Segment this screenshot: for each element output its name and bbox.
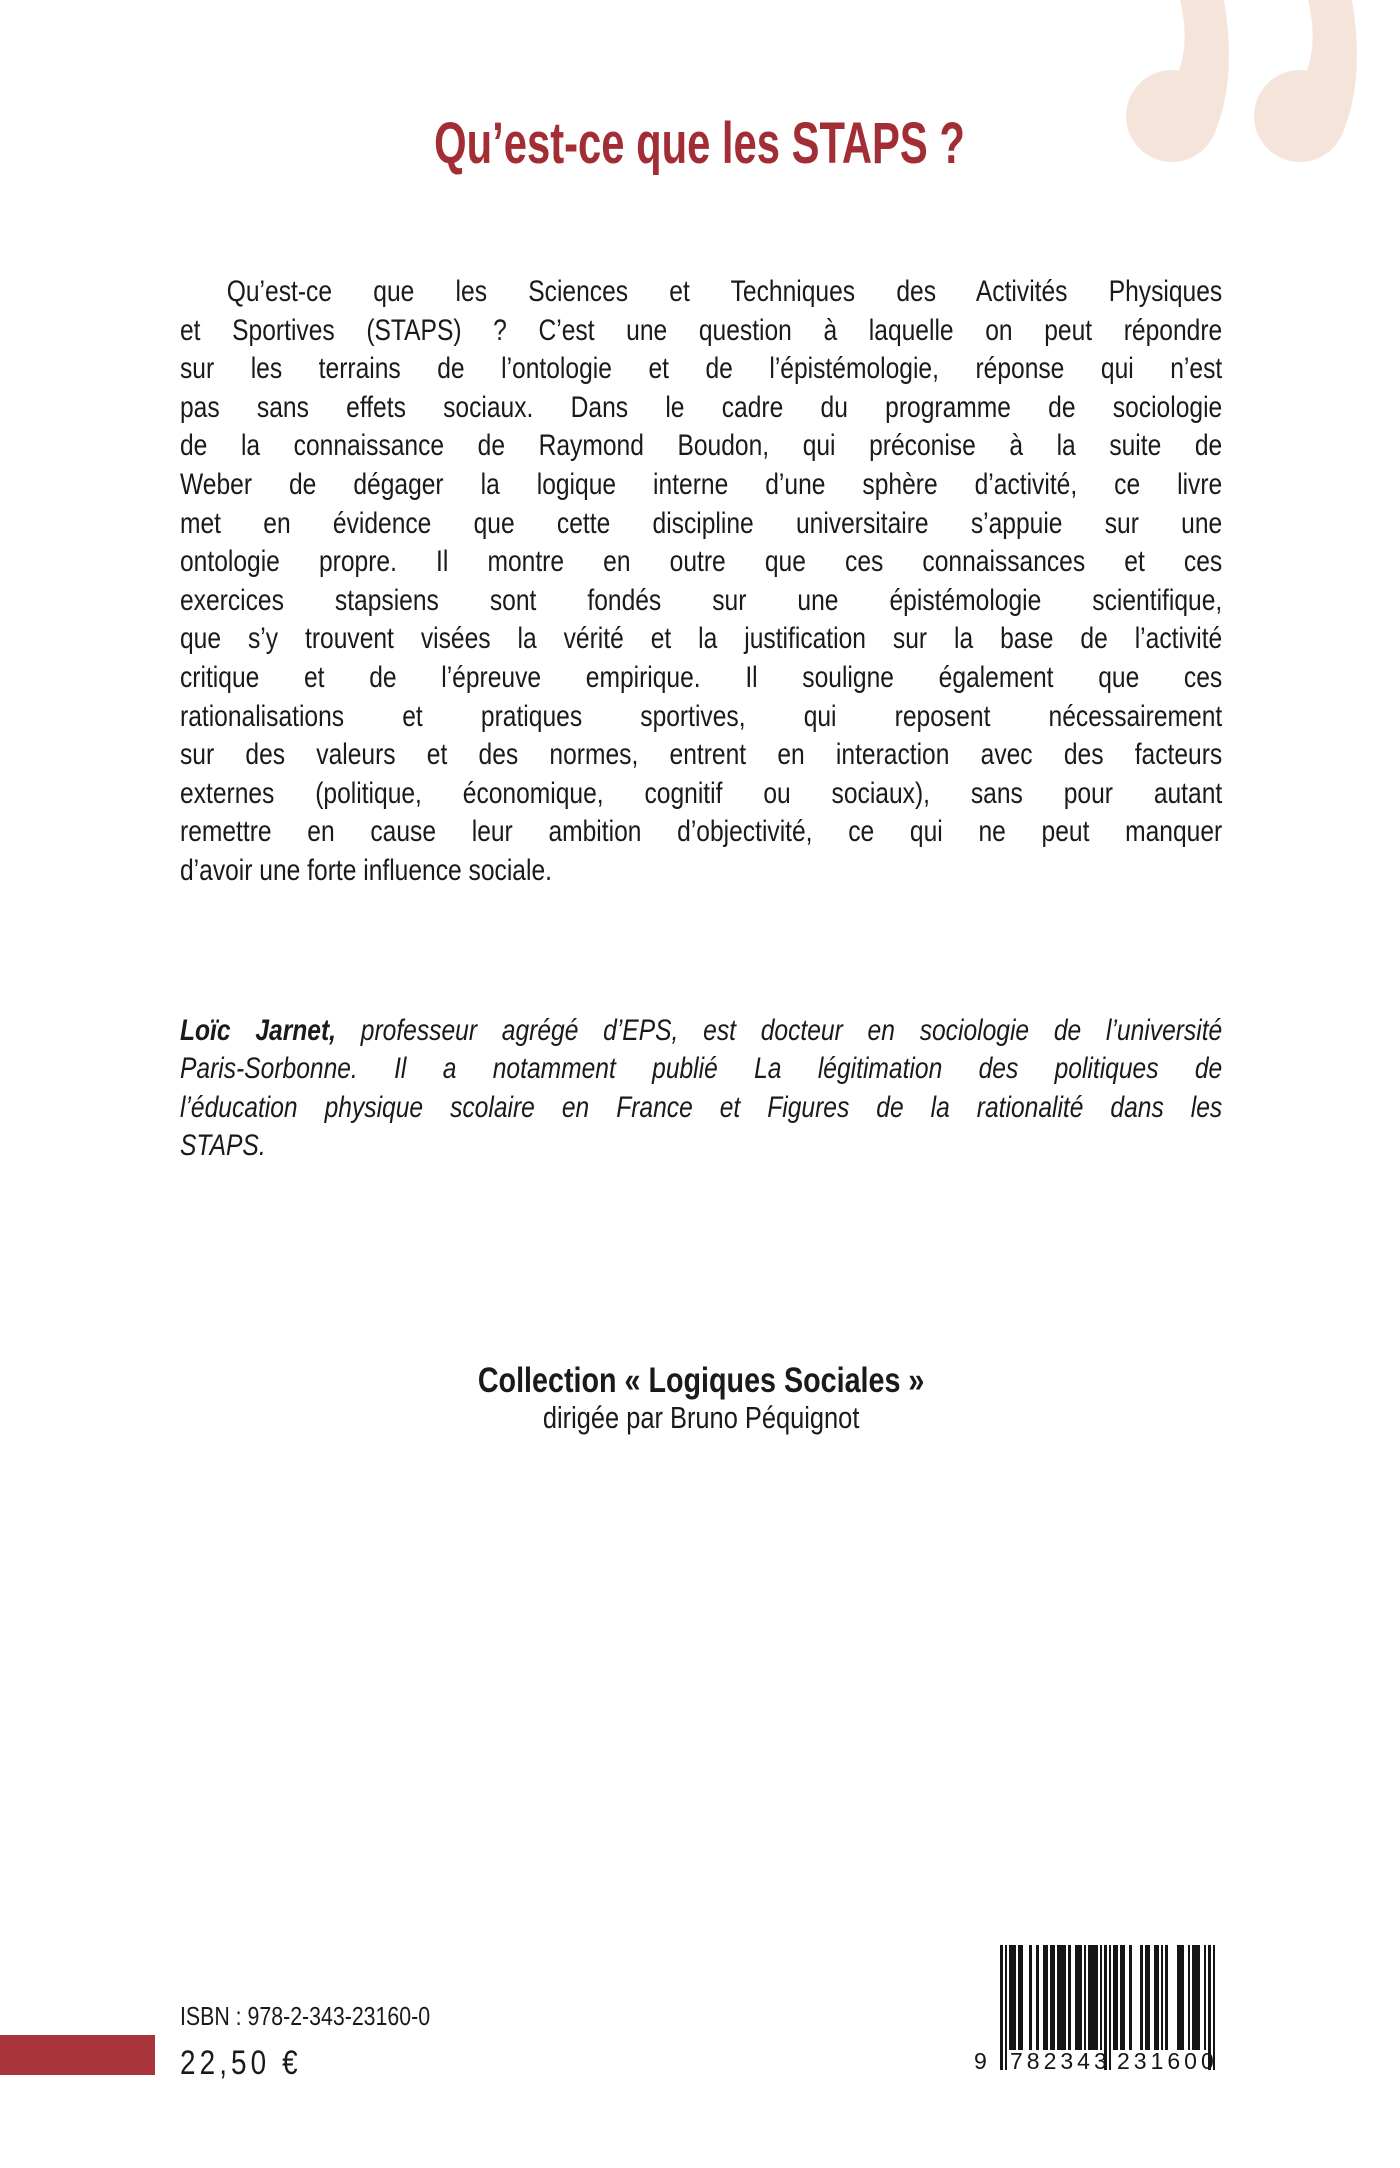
barcode-bar [1161, 1945, 1164, 2050]
barcode-bar [1129, 1945, 1132, 2050]
text-line: d’avoir une forte influence sociale. [180, 853, 552, 887]
text-line: ontologie propre. Il montre en outre que ces connaissances et ces [180, 545, 1223, 579]
text-line: critique et de l’épreuve empirique. Il souligne également que ces [180, 660, 1223, 694]
barcode-bar [1005, 1945, 1008, 2070]
barcode [974, 1945, 1218, 2074]
barcode-bar [1068, 1945, 1071, 2050]
barcode-bar [1088, 1945, 1097, 2050]
barcode-bar [1050, 1945, 1055, 2050]
accent-bar [0, 2035, 155, 2075]
barcode-bar [1165, 1945, 1168, 2050]
barcode-bar [1009, 1945, 1016, 2050]
text-line: que s’y trouvent visées la vérité et la justification sur la base de l’activité [180, 622, 1223, 656]
text-line: externes (politique, économique, cognitif ou sociaux), sans pour autant [180, 776, 1223, 810]
text-line: sur les terrains de l’ontologie et de l’épistémologie, réponse qui n’est [180, 352, 1223, 386]
barcode-bar [1000, 1945, 1003, 2070]
page-title-text: Qu’est-ce que les STAPS ? [434, 111, 966, 176]
barcode-bar [1100, 1945, 1103, 2050]
bio-line [180, 1012, 1222, 1050]
barcode-bar [1120, 1945, 1125, 2050]
text-line: Qu’est-ce que les Sciences et Techniques des Activités Physiques [226, 275, 1223, 308]
synopsis [180, 273, 1222, 891]
text-line: exercices stapsiens sont fondés sur une épistémologie scientifique, [180, 583, 1223, 617]
author-name: Loïc Jarnet, [180, 1014, 337, 1047]
text-line: rationalisations et pratiques sportives, qui reposent nécessairement [180, 699, 1223, 733]
bio-text: professeur agrégé d’EPS, est docteur en sociologie de l’université [336, 1014, 1223, 1047]
bio-lines [180, 1050, 1222, 1165]
barcode-bar [1154, 1945, 1159, 2050]
barcode-bar [1036, 1945, 1039, 2050]
barcode-bar [1018, 1945, 1023, 2050]
barcode-digits-group2: 231600 [1117, 2048, 1218, 2074]
text-line: et Sportives (STAPS) ? C’est une question à laquelle on peut répondre [180, 313, 1223, 347]
text-line: Weber de dégager la logique interne d’une sphère d’activité, ce livre [180, 467, 1223, 501]
text-line: remettre en cause leur ambition d’objectivité, ce qui ne peut manquer [180, 815, 1223, 849]
barcode-digit-lead: 9 [974, 2048, 987, 2074]
barcode-bar [1177, 1945, 1184, 2050]
text-line: Paris-Sorbonne. Il a notamment publié La légitimation des politiques de [180, 1052, 1223, 1086]
barcode-bar [1188, 1945, 1191, 2050]
text-line: sur des valeurs et des normes, entrent en interaction avec des facteurs [180, 738, 1223, 772]
collection-block [180, 1362, 1222, 1436]
barcode-bar [1192, 1945, 1199, 2050]
isbn-text: ISBN : 978-2-343-23160-0 [180, 2001, 431, 2031]
barcode-bar [1140, 1945, 1143, 2050]
barcode-bar [1043, 1945, 1048, 2050]
barcode-bar [1204, 1945, 1207, 2050]
barcode-bar [1029, 1945, 1032, 2050]
barcode-bar [1075, 1945, 1082, 2050]
collection-director: dirigée par Bruno Péquignot [542, 1400, 860, 1435]
barcode-bar [1084, 1945, 1087, 2050]
text-line: l’éducation physique scolaire en France et Figures de la rationalité dans les [180, 1090, 1223, 1124]
text-line: STAPS. [180, 1129, 266, 1163]
author-bio [180, 1012, 1222, 1166]
text-line: de la connaissance de Raymond Boudon, qui préconise à la suite de [180, 429, 1223, 463]
barcode-bar [1057, 1945, 1066, 2050]
price-text: 22,50 € [180, 2044, 302, 2082]
text-line: met en évidence que cette discipline universitaire s’appuie sur une [180, 506, 1223, 540]
barcode-bar [1145, 1945, 1150, 2050]
barcode-bar [1113, 1945, 1118, 2050]
barcode-digits-group1: 782343 [1010, 2048, 1111, 2074]
text-line: pas sans effets sociaux. Dans le cadre du programme de sociologie [180, 390, 1223, 424]
page-title [0, 112, 1400, 176]
collection-title: Collection « Logiques Sociales » [477, 1361, 925, 1400]
